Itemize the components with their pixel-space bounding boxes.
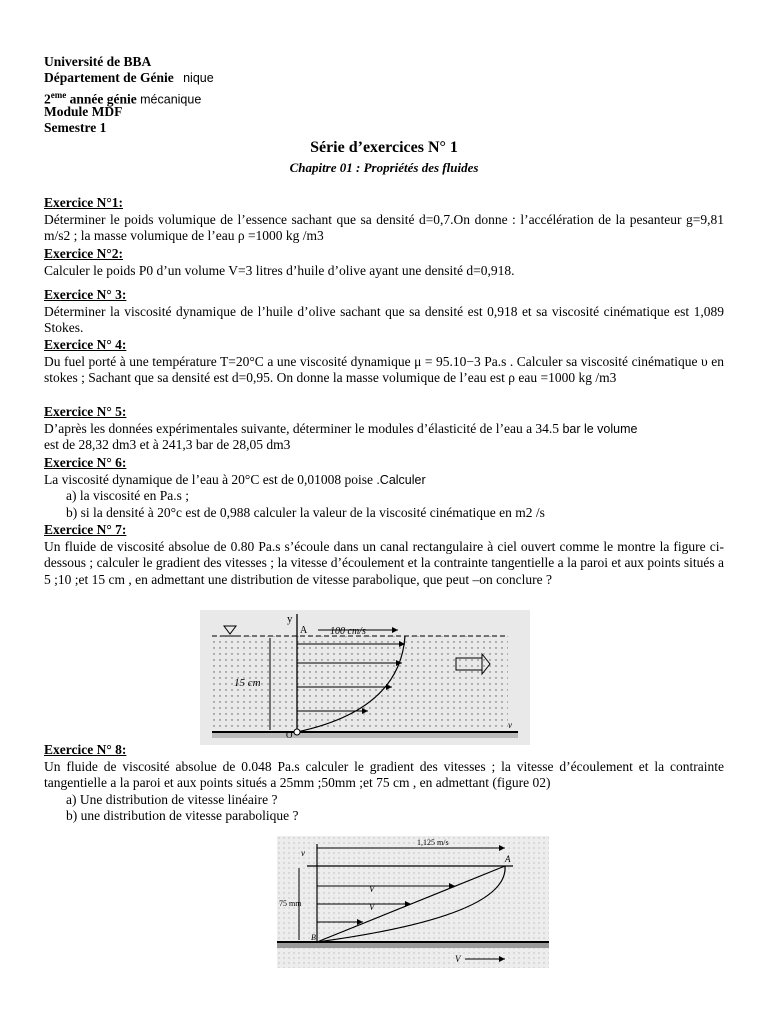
exercise-7 bbox=[44, 522, 724, 588]
depth-label: 15 cm bbox=[234, 677, 261, 689]
module-name: Module MDF bbox=[44, 104, 123, 119]
exercise-text: Un fluide de viscosité absolue de 0.048 Pa.s calculer le gradient des vitesses ; la vitesse d’écoulement et la contrainte tangentielle a la paroi et aux points situés a 25mm ;50mm ;et 75 cm , en admettant (figure 02) bbox=[44, 758, 724, 790]
department-line bbox=[44, 70, 214, 86]
bottom-v-label: V bbox=[455, 954, 461, 964]
list-item: a) la viscosité en Pa.s ; bbox=[66, 488, 189, 503]
page-title: Série d’exercices N° 1 bbox=[310, 139, 458, 156]
exercise-items bbox=[44, 792, 724, 825]
list-item: b) une distribution de vitesse parabolique ? bbox=[66, 808, 299, 823]
velocity-label: V bbox=[369, 902, 375, 912]
point-a-label: A bbox=[300, 625, 308, 636]
exercise-title: Exercice N° 5: bbox=[44, 404, 127, 419]
point-a-label: A bbox=[505, 854, 511, 864]
exercise-text bbox=[44, 421, 724, 438]
year-number: 2 bbox=[44, 91, 51, 107]
figure-1-channel-flow bbox=[200, 610, 530, 745]
exercise-text-main: La viscosité dynamique de l’eau à 20°C est de 0,01008 poise bbox=[44, 471, 373, 487]
y-label: y bbox=[287, 613, 293, 625]
point-b-label: B bbox=[311, 933, 316, 942]
exercise-text: Un fluide de viscosité absolue de 0.80 Pa.s s’écoule dans un canal rectangulaire à ciel ouvert comme le montre la figure ci-dessous ; calculer le gradient des vitesses ; la vitesse d’écoulement et la contrainte tangentielle a la paroi et aux points situés a 5 ;10 ;et 15 cm , en admettant une distribution de vitesse parabolique, que peut –on conclure ? bbox=[44, 538, 724, 587]
exercise-3 bbox=[44, 287, 724, 337]
page-subtitle: Chapitre 01 : Propriétés des fluides bbox=[289, 160, 479, 175]
list-item: a) Une distribution de vitesse linéaire ? bbox=[66, 791, 278, 807]
year-text: année génie bbox=[69, 91, 137, 107]
origin-label: O bbox=[286, 730, 293, 740]
exercise-2 bbox=[44, 246, 724, 279]
origin-point bbox=[294, 729, 300, 735]
exercise-4 bbox=[44, 337, 724, 387]
figure-2-velocity-distribution bbox=[277, 836, 549, 968]
channel-bed bbox=[212, 733, 518, 738]
bottom-wall bbox=[277, 943, 549, 948]
exercise-text: Du fuel porté à une température T=20°C a une viscosité dynamique μ = 95.10−3 Pa.s . Calculer sa viscosité cinématique υ en stokes ; Sachant que sa densité est d=0,95. On donne la masse volumique de l’eau est ρ eau =1000 kg /m3 bbox=[44, 353, 724, 385]
exercise-text bbox=[44, 472, 724, 489]
list-item: b) si la densité à 20°c est de 0,988 calculer la valeur de la viscosité cinématique en m2 /s bbox=[66, 504, 545, 520]
v-label: v bbox=[508, 720, 512, 730]
exercise-text-line2: est de 28,32 dm3 et à 241,3 bar de 28,05 dm3 bbox=[44, 437, 291, 452]
exercise-items bbox=[44, 488, 724, 521]
depth-label: 75 mm bbox=[279, 899, 302, 908]
department-tail: nique bbox=[183, 71, 214, 85]
exercise-8 bbox=[44, 742, 724, 825]
exercise-6 bbox=[44, 455, 724, 521]
exercise-title: Exercice N°2: bbox=[44, 246, 123, 261]
exercise-title: Exercice N° 4: bbox=[44, 337, 127, 352]
exercise-5 bbox=[44, 404, 724, 454]
year-tail: mécanique bbox=[140, 92, 202, 107]
year-sup: eme bbox=[50, 90, 67, 100]
exercise-text: Déterminer le poids volumique de l’essence sachant que sa densité d=0,7.On donne : l’accélération de la pesanteur g=9,81 m/s2 ; la masse volumique de l’eau ρ =1000 kg /m3 bbox=[44, 211, 724, 243]
exercise-text-main: D’après les données expérimentales suivante, déterminer le modules d’élasticité de l’eau a 34.5 bbox=[44, 420, 560, 436]
exercise-title: Exercice N° 8: bbox=[44, 742, 127, 757]
exercise-title: Exercice N° 7: bbox=[44, 522, 127, 537]
university-name: Université de BBA bbox=[44, 54, 152, 69]
exercise-title: Exercice N° 3: bbox=[44, 287, 127, 302]
exercise-text-tail: bar le volume bbox=[562, 421, 638, 436]
v-axis-label: v bbox=[301, 848, 305, 858]
top-speed-label: 1,125 m/s bbox=[417, 838, 449, 847]
exercise-text: Calculer le poids P0 d’un volume V=3 litres d’huile d’olive ayant une densité d=0,918. bbox=[44, 262, 515, 278]
exercise-text-tail: .Calculer bbox=[376, 472, 426, 487]
exercise-text: Déterminer la viscosité dynamique de l’huile d’olive sachant que sa densité est 0,918 et sa viscosité cinématique est 1,089 Stokes. bbox=[44, 303, 724, 335]
surface-speed-label: 100 cm/s bbox=[330, 626, 366, 637]
exercise-1 bbox=[44, 195, 724, 245]
exercise-title: Exercice N° 6: bbox=[44, 455, 127, 470]
department-text: Département de Génie bbox=[44, 70, 174, 85]
semester-name: Semestre 1 bbox=[44, 120, 107, 135]
velocity-label: V bbox=[369, 884, 375, 894]
exercise-title: Exercice N°1: bbox=[44, 195, 123, 210]
